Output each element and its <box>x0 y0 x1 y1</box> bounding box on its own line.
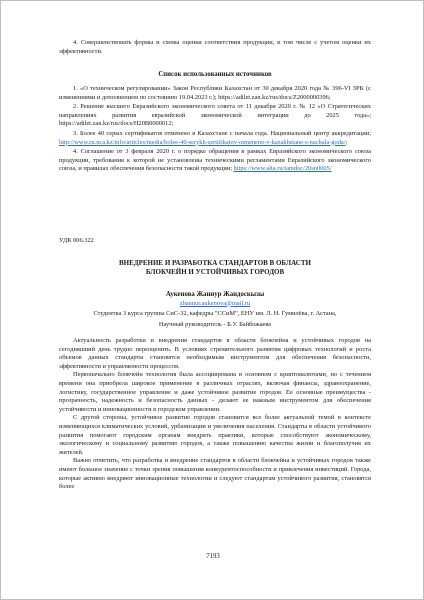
author-email[interactable] <box>59 300 371 309</box>
body-paragraph-4: Важно отметить, что разработка и внедрение стандартов в области блокчейна и устойчивых городов также имеют большое значение с точки зрения повышения конкурентоспособности и привлечения инвестиций. Города, которые активно внедряют инновационные технологии и следуют стандартам устойчивого развития, становятся более <box>59 457 371 491</box>
paper-title <box>59 259 371 277</box>
references-heading-text: Список использованных источников <box>158 71 272 78</box>
references-heading <box>59 71 371 80</box>
paper-title-line-2: БЛОКЧЕЙН И УСТОЙЧИВЫХ ГОРОДОВ <box>145 268 285 276</box>
page-number: 7193 <box>206 553 220 560</box>
udc-text: УДК 006.322 <box>59 237 94 244</box>
reference-item-1: 1. «О техническом регулировании» Закон Республики Казахстан от 30 декабря 2020 года № 396-VI ЗРК (с изменениями и дополнением по состоянию 19.04.2023 г.); https://adilet.zan.kz/rus/docs/Z2000000396; <box>59 85 371 101</box>
author-email-link[interactable]: zhannur.aukenova@mail.ru <box>179 299 251 307</box>
reference-item-4 <box>59 148 371 174</box>
paper-body <box>59 337 371 492</box>
body-paragraph-3: С другой стороны, устойчивое развитие городов становится все более актуальной темой в контексте изменяющихся климатических условий, урбанизации и увеличения населения. Стандарты в области устойчивого развития помогают городским органам внедрять практики, которые способствуют экономическому, экологическому и социальному развитию городов, а также повышению качества жизни и благополучия их жителей. <box>59 414 371 456</box>
author-affiliation: Студентка 3 курса группы СиС-32, кафедры "ССиМ", ЕНУ им. Л. Н. Гумилёва, г. Астана, <box>93 310 337 318</box>
reference-item-3 <box>59 130 371 147</box>
reference-item-3-suffix: ; <box>345 138 348 146</box>
author-name: Аукенова Жаннур Жандоскызы <box>165 291 265 298</box>
reference-item-3-text: 3. Более 40 серых сертификатов отменено в Казахстане с начала года. Национальный центр аккредитации; <box>73 129 371 137</box>
intro-item <box>59 39 371 56</box>
author-block <box>59 291 371 329</box>
reference-item-3-link[interactable]: http://www.ru.nca.kz/info/articles/media/bolee-40-serykh-sertifikatov-otmeneno-v-kazakhstane-s-nachala-goda/ <box>59 138 346 146</box>
intro-item-text: 4. Совершенствовать формы и схемы оценки соответствия продукции, в том числе с учетом оценки их эффективности. <box>59 39 371 55</box>
reference-item-4-link[interactable]: https://www.alta.ru/tamdoc/20sn0005/ <box>233 165 332 173</box>
supervisor: Научный руководитель - Б.У. Байбожаева <box>158 320 272 328</box>
body-paragraph-1: Актуальность разработки и внедрения стандартов в области блокчейна и устойчивых городов на сегодняшний день трудно переоценить. В условиях стремительного развития цифровых технологий и роста объемов данных стандарты становятся необходимым инструментом для обеспечения безопасности, эффективности и управляемости процессов. <box>59 337 371 370</box>
reference-item-4-text: 4. Соглашение от 3 февраля 2020 г. о порядке обращения в рамках Евразийского экономического союза продукции, требования к которой не установлены техническими регламентами Евразийского экономического союза, и правилах обеспечения безопасности такой продукции; <box>59 148 371 173</box>
references-list <box>59 85 371 175</box>
udc-code <box>59 237 371 246</box>
body-paragraph-2: Первоначально блокчейн технология была ассоциирована в основном с криптовалютами, но с течением времени она приобрела широкое применение в различных отраслях, включая финансы, здравоохранение, логистику, государственное управление и даже устойчивое развитие городов. Ее основные преимущества - прозрачность, надежность и безопасность данных - делают ее важным инструментом для обеспечения устойчивости и инновационности в городском управлении. <box>59 371 371 413</box>
paper-title-line-1: ВНЕДРЕНИЕ И РАЗРАБОТКА СТАНДАРТОВ В ОБЛАСТИ <box>119 259 311 267</box>
reference-item-2: 2. Решение высшего Евразийского экономического совета от 11 декабря 2020 г. № 12 «О Стратегических направлениях развития евразийской экономической интеграции до 2025 года»; https://adilet.zan.kz/rus/docs/H20B0000012; <box>59 103 371 128</box>
